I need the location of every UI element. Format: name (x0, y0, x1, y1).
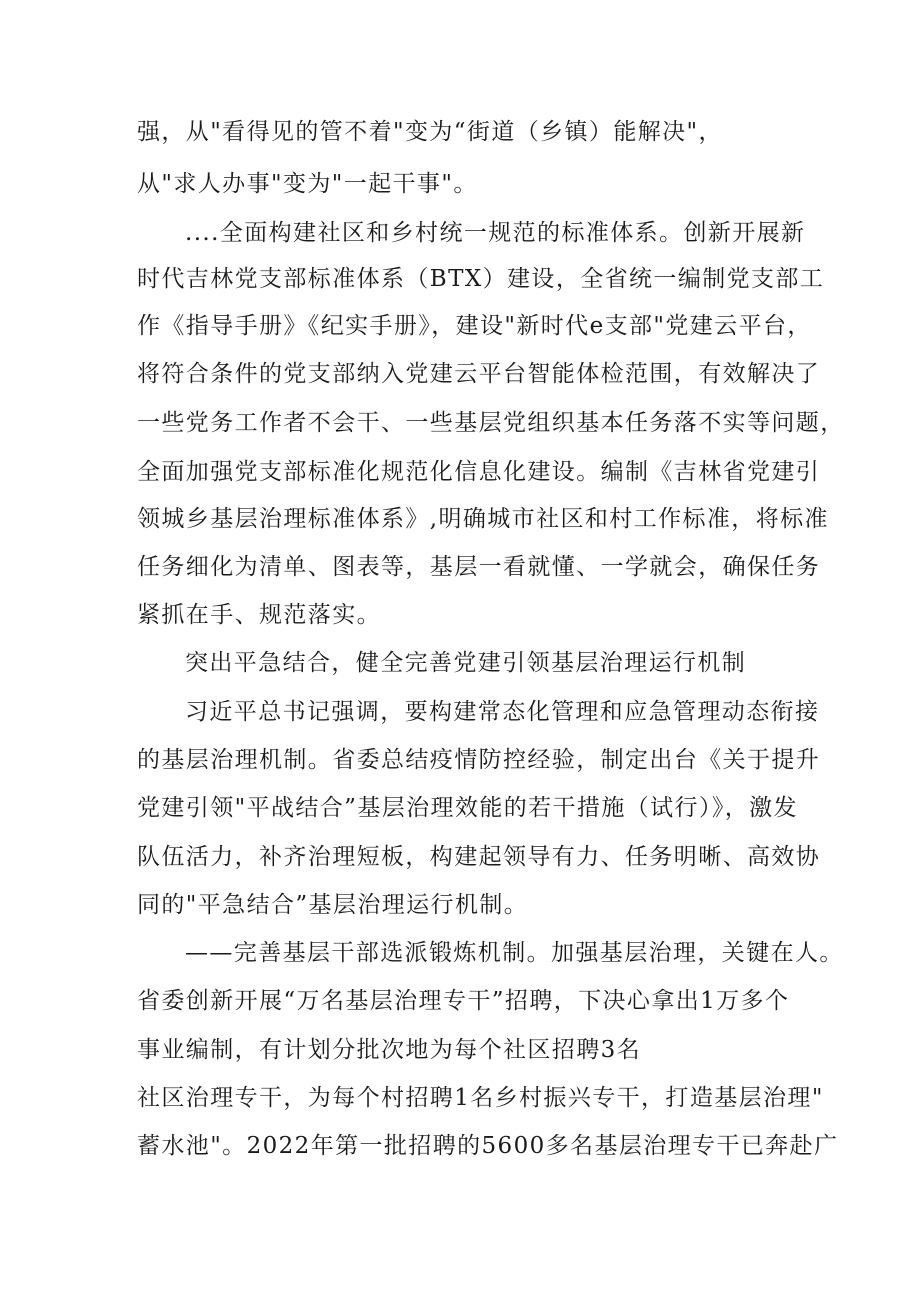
text-line: 队伍活力，补齐治理短板，构建起领导有力、任务明晰、高效协 (137, 844, 821, 870)
text-line: 社区治理专干，为每个村招聘1名乡村振兴专干，打造基层治理" (137, 1085, 824, 1111)
text-line: 蓄水池"。2022年第一批招聘的5600多名基层治理专干已奔赴广 (137, 1133, 839, 1159)
text-line: 同的"平急结合”基层治理运行机制。 (137, 892, 529, 918)
text-line: 作《指导手册》《纪实手册》，建设"新时代e支部"党建云平台， (137, 313, 812, 339)
text-line: 领城乡基层治理标准体系》,明确城市社区和村工作标准，将标准 (137, 506, 829, 532)
text-line: 任务细化为清单、图表等，基层一看就懂、一学就会，确保任务 (137, 554, 821, 580)
text-line: 习近平总书记强调，要构建常态化管理和应急管理动态衔接 (185, 699, 820, 725)
text-line: ——完善基层干部选派锻炼机制。加强基层治理，关键在人。 (185, 940, 844, 966)
text-line: 省委创新开展“万名基层治理专干”招聘，下决心拿出1万多个 (137, 988, 790, 1014)
text-line: 时代吉林党支部标准体系（BTX）建设，全省统一编制党支部工 (137, 266, 825, 292)
text-line: 党建引领"平战结合”基层治理效能的若干措施（试行）》，激发 (137, 795, 798, 821)
text-line: 将符合条件的党支部纳入党建云平台智能体检范围，有效解决了 (137, 361, 821, 387)
text-line: 全面加强党支部标准化规范化信息化建设。编制《吉林省党建引 (137, 459, 821, 485)
text-line: 的基层治理机制。省委总结疫情防控经验，制定出台《关于提升 (137, 747, 821, 773)
text-line: 事业编制，有计划分批次地为每个社区招聘3名 (137, 1037, 642, 1063)
text-line: 强，从"看得见的管不着"变为“街道（乡镇）能解决"， (137, 119, 723, 145)
text-line: ....全面构建社区和乡村统一规范的标准体系。创新开展新 (185, 220, 806, 246)
text-line: 从"求人办事"变为"一起干事"。 (137, 171, 478, 197)
text-line: 紧抓在手、规范落实。 (137, 602, 381, 628)
section-heading: 突出平急结合，健全完善党建引领基层治理运行机制 (185, 650, 747, 676)
text-line: 一些党务工作者不会干、一些基层党组织基本任务落不实等问题， (137, 410, 845, 436)
